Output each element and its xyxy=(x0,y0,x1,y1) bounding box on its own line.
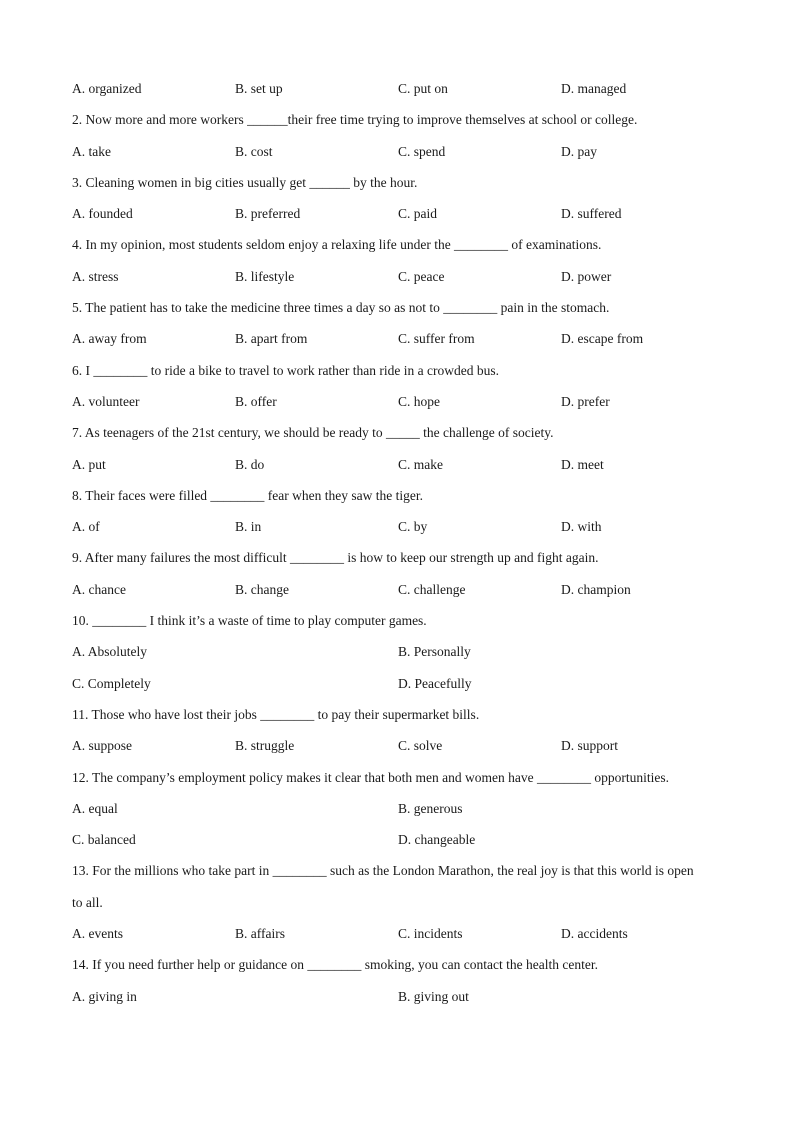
question-text: 14. If you need further help or guidance on ________ smoking, you can contact the health center. xyxy=(72,957,598,973)
answer-option: A. of xyxy=(72,519,100,535)
options-row xyxy=(72,454,732,485)
answer-option: C. Completely xyxy=(72,675,151,691)
answer-option: A. events xyxy=(72,926,123,942)
answer-option: B. set up xyxy=(235,81,283,96)
options-row xyxy=(72,141,732,172)
options-row xyxy=(72,391,732,422)
options-row xyxy=(72,673,732,704)
answer-option: D. power xyxy=(561,268,612,284)
answer-option: B. affairs xyxy=(235,926,285,942)
options-row xyxy=(72,829,732,860)
answer-option: D. meet xyxy=(561,456,604,472)
answer-option: D. support xyxy=(561,738,618,754)
question-text: 4. In my opinion, most students seldom enjoy a relaxing life under the ________ of examinations. xyxy=(72,237,602,253)
answer-option: B. offer xyxy=(235,393,277,409)
options-row xyxy=(72,328,732,359)
options-row xyxy=(72,78,732,109)
options-row xyxy=(72,203,732,234)
options-row xyxy=(72,986,732,1017)
answer-option: B. apart from xyxy=(235,331,308,347)
answer-option: C. make xyxy=(398,456,443,472)
answer-option: A. stress xyxy=(72,268,119,284)
answer-option: B. generous xyxy=(398,800,463,816)
question-text: 10. ________ I think it’s a waste of time to play computer games. xyxy=(72,613,427,629)
answer-option: D. champion xyxy=(561,581,631,597)
answer-option: D. suffered xyxy=(561,206,622,222)
answer-option: D. accidents xyxy=(561,926,628,942)
question-text: 12. The company’s employment policy makes it clear that both men and women have ________ opportunities. xyxy=(72,769,669,785)
options-row xyxy=(72,923,732,954)
options-row xyxy=(72,735,732,766)
answer-option: C. put on xyxy=(398,81,448,96)
answer-option: D. escape from xyxy=(561,331,644,347)
answer-option: D. managed xyxy=(561,81,627,96)
question-text: 11. Those who have lost their jobs ________ to pay their supermarket bills. xyxy=(72,706,480,722)
answer-option: A. chance xyxy=(72,581,126,597)
answer-option: A. founded xyxy=(72,206,133,222)
answer-option: A. equal xyxy=(72,800,118,816)
answer-option: C. incidents xyxy=(398,926,463,942)
question-text: to all. xyxy=(72,894,103,910)
answer-option: D. pay xyxy=(561,143,597,159)
answer-option: D. with xyxy=(561,519,602,535)
answer-option: C. paid xyxy=(398,206,437,222)
answer-option: A. Absolutely xyxy=(72,644,148,660)
answer-option: D. prefer xyxy=(561,393,610,409)
answer-option: B. change xyxy=(235,581,289,597)
question-text: 6. I ________ to ride a bike to travel to work rather than ride in a crowded bus. xyxy=(72,362,500,378)
question-text: 5. The patient has to take the medicine three times a day so as not to ________ pain in the stomach. xyxy=(72,300,610,316)
answer-option: A. away from xyxy=(72,331,147,347)
answer-option: B. cost xyxy=(235,143,273,159)
question-text: 8. Their faces were filled ________ fear when they saw the tiger. xyxy=(72,487,423,503)
question-text: 3. Cleaning women in big cities usually get ______ by the hour. xyxy=(72,174,418,190)
question-text: 9. After many failures the most difficult ________ is how to keep our strength up and fight again. xyxy=(72,550,599,566)
answer-option: B. in xyxy=(235,519,262,535)
answer-option: C. solve xyxy=(398,738,443,754)
answer-option: B. preferred xyxy=(235,206,301,222)
question-text: 13. For the millions who take part in ________ such as the London Marathon, the real joy is that this world is open xyxy=(72,863,694,879)
answer-option: C. balanced xyxy=(72,832,136,848)
question-text: 7. As teenagers of the 21st century, we should be ready to _____ the challenge of society. xyxy=(72,425,554,441)
answer-option: B. giving out xyxy=(398,988,469,1004)
answer-option: C. challenge xyxy=(398,581,466,597)
options-row xyxy=(72,579,732,610)
answer-option: A. put xyxy=(72,456,106,472)
options-row xyxy=(72,798,732,829)
answer-option: B. do xyxy=(235,456,265,472)
answer-option: C. suffer from xyxy=(398,331,475,347)
answer-option: B. struggle xyxy=(235,738,295,754)
question-text: 2. Now more and more workers ______their free time trying to improve themselves at school or college. xyxy=(72,112,638,128)
answer-option: D. changeable xyxy=(398,832,476,848)
answer-option: A. suppose xyxy=(72,738,132,754)
answer-option: C. by xyxy=(398,519,428,535)
options-row xyxy=(72,516,732,547)
answer-option: A. take xyxy=(72,143,111,159)
answer-option: C. hope xyxy=(398,393,440,409)
answer-option: B. lifestyle xyxy=(235,268,295,284)
answer-option: A. organized xyxy=(72,81,142,96)
answer-option: C. spend xyxy=(398,143,446,159)
answer-option: A. volunteer xyxy=(72,393,140,409)
question-list xyxy=(72,78,732,1017)
answer-option: B. Personally xyxy=(398,644,471,660)
answer-option: C. peace xyxy=(398,268,445,284)
answer-option: D. Peacefully xyxy=(398,675,472,691)
answer-option: A. giving in xyxy=(72,988,137,1004)
options-row xyxy=(72,641,732,672)
options-row xyxy=(72,266,732,297)
